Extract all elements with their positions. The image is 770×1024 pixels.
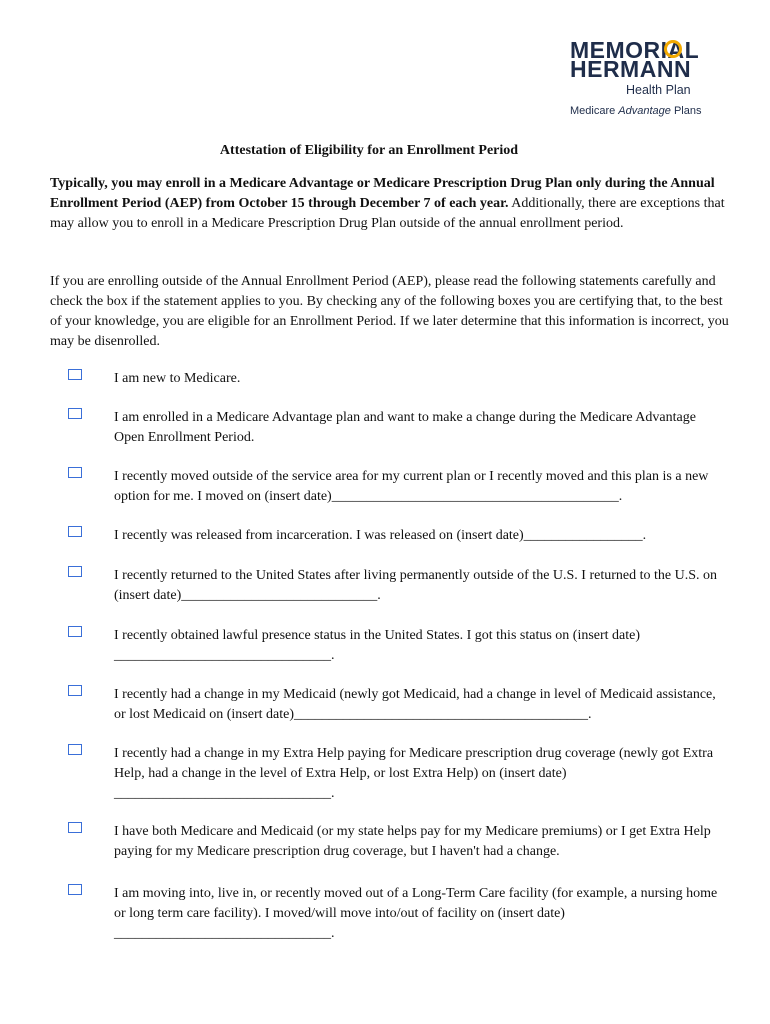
statement-text: I am moving into, live in, or recently moved out of a Long-Term Care facility (for example, a nursing home or long term care facility). I moved/will move into/out of facility on (insert date) _______________________________.: [114, 886, 718, 941]
logo-tagline: [570, 105, 701, 117]
statement-text: I recently had a change in my Extra Help paying for Medicare prescription drug coverage (newly got Extra Help, had a change in the level of Extra Help, or lost Extra Help) on (insert date) _______________________________.: [114, 746, 714, 801]
intro-bold-text: Typically, you may enroll in a Medicare Advantage or Medicare Prescription Drug Plan only during the Annual Enrollment Period (AEP) from October 15 through December 7 of each year.: [50, 176, 715, 211]
logo-line-2: HERMANN: [570, 56, 692, 82]
statement-checkbox[interactable]: [68, 822, 82, 833]
statement-checkbox[interactable]: [68, 685, 82, 696]
statement-checkbox[interactable]: [68, 884, 82, 895]
statement-text: I am new to Medicare.: [114, 371, 241, 386]
intro-rest-text: Additionally, there are exceptions that may allow you to enroll in a Medicare Prescription Drug Plan outside of the annual enrollment period.: [50, 196, 725, 231]
statement-checkbox[interactable]: [68, 526, 82, 537]
logo-tagline-italic: Advantage: [618, 105, 671, 117]
statement-text: I recently returned to the United States after living permanently outside of the U.S. I returned to the U.S. on (insert date)____________________________.: [114, 568, 718, 603]
statement-text: I have both Medicare and Medicaid (or my state helps pay for my Medicare premiums) or I get Extra Help paying for my Medicare prescription drug coverage, but I haven't had a change.: [114, 824, 711, 859]
logo-subtitle: Health Plan: [626, 83, 691, 97]
logo-line-1: MEMORIAL: [570, 37, 700, 63]
statement-checkbox[interactable]: [68, 467, 82, 478]
statement-text: I recently moved outside of the service area for my current plan or I recently moved and this plan is a new option for me. I moved on (insert date)_________________________________________.: [114, 469, 709, 504]
memorial-hermann-logo: [568, 38, 728, 122]
intro-paragraph: [50, 174, 730, 234]
statement-checkbox[interactable]: [68, 408, 82, 419]
statement-checkbox[interactable]: [68, 566, 82, 577]
statement-text: I recently had a change in my Medicaid (newly got Medicaid, had a change in level of Medicaid assistance, or lost Medicaid on (insert date)__________________________________________.: [114, 687, 716, 722]
statement-checkbox[interactable]: [68, 744, 82, 755]
statement-text: I recently was released from incarceration. I was released on (insert date)_________________.: [114, 528, 647, 543]
statement-text: I recently obtained lawful presence status in the United States. I got this status on (insert date) _______________________________.: [114, 628, 641, 663]
statement-checkbox[interactable]: [68, 369, 82, 380]
document-title: Attestation of Eligibility for an Enrollment Period: [219, 143, 519, 158]
logo-tagline-prefix: Medicare: [570, 105, 619, 117]
instructions-paragraph: If you are enrolling outside of the Annual Enrollment Period (AEP), please read the following statements carefully and check the box if the statement applies to you. By checking any of the following boxes you are certifying that, to the best of your knowledge, you are eligible for an Enrollment Period. If we later determine that this information is incorrect, you may be disenrolled.: [50, 274, 729, 349]
statement-text: I am enrolled in a Medicare Advantage plan and want to make a change during the Medicare Advantage Open Enrollment Period.: [114, 410, 696, 445]
statement-checkbox[interactable]: [68, 626, 82, 637]
logo-tagline-suffix: Plans: [670, 105, 702, 117]
